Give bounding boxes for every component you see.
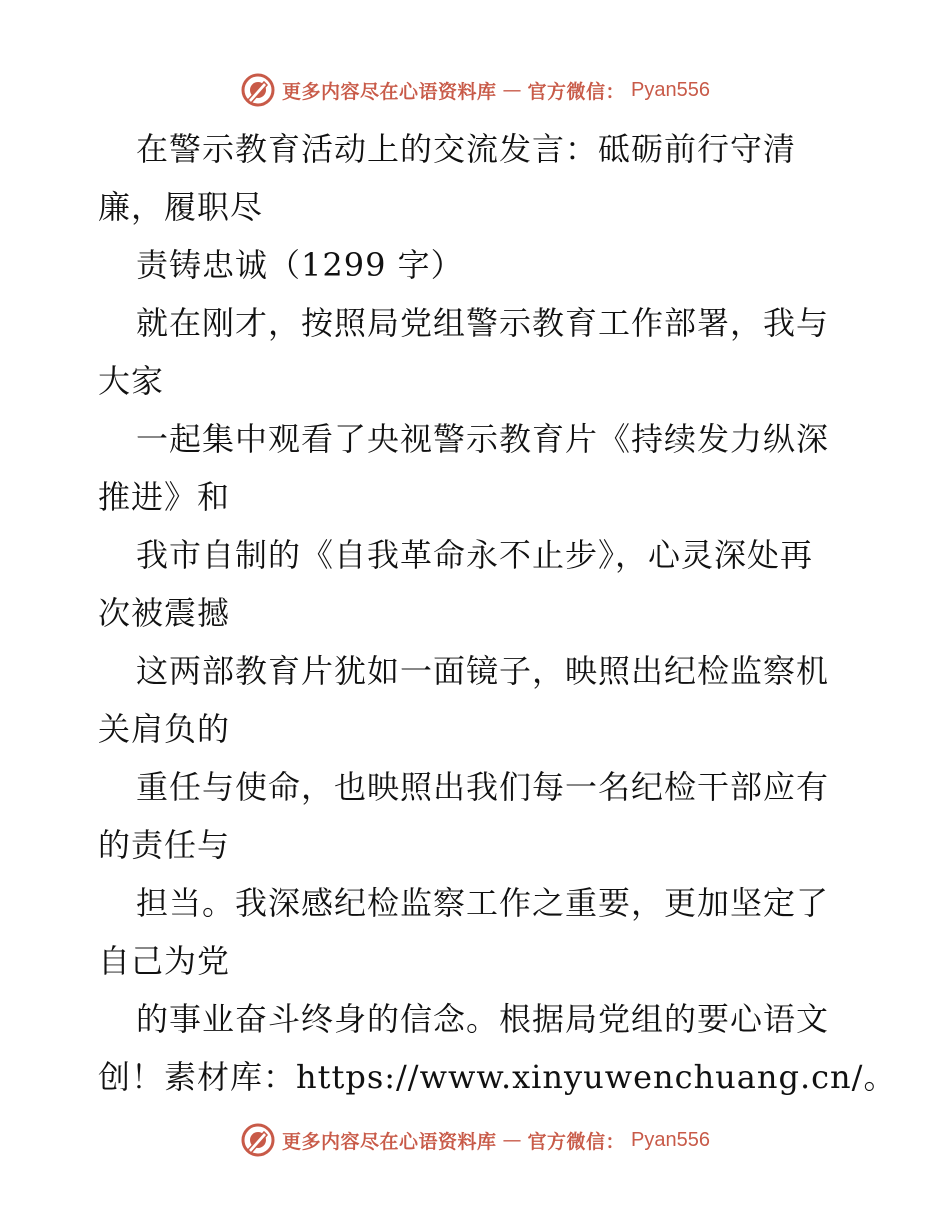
watermark-account-label: 官方微信： xyxy=(527,80,626,103)
title-line-1: 在警示教育活动上的交流发言：砥砺前行守清 xyxy=(136,130,797,168)
paragraph-line: 就在刚才，按照局党组警示教育工作部署，我与 xyxy=(136,304,830,342)
paragraph-line: 关肩负的 xyxy=(98,710,231,748)
paragraph-line: 自己为党 xyxy=(98,942,231,980)
brand-logo-icon xyxy=(240,1122,276,1158)
paragraph-line: 次被震撼 xyxy=(98,594,231,632)
title-line-2: 廉，履职尽 xyxy=(98,188,264,226)
watermark-text: 更多内容尽在心语资料库 xyxy=(282,1130,497,1153)
paragraph-line: 的事业奋斗终身的信念。根据局党组的要心语文 xyxy=(136,1000,830,1038)
footer-watermark xyxy=(0,1120,950,1160)
paragraph-line-with-link: 创！素材库：https://www.xinyuwenchuang.cn/。 xyxy=(98,1058,897,1096)
title-line-3: 责铸忠诚（1299 字） xyxy=(136,246,464,284)
paragraph-line: 的责任与 xyxy=(98,826,231,864)
brand-logo-icon xyxy=(240,72,276,108)
watermark-text: 更多内容尽在心语资料库 xyxy=(282,80,497,103)
paragraph-line: 重任与使命，也映照出我们每一名纪检干部应有 xyxy=(136,768,830,806)
paragraph-line: 推进》和 xyxy=(98,478,231,516)
watermark-account-handle: Pyan556 xyxy=(631,1128,710,1151)
document-body xyxy=(98,120,897,1106)
paragraph-line: 一起集中观看了央视警示教育片《持续发力纵深 xyxy=(136,420,830,458)
watermark-separator: — xyxy=(502,79,522,101)
watermark-account-handle: Pyan556 xyxy=(631,78,710,101)
paragraph-line: 我市自制的《自我革命永不止步》，心灵深处再 xyxy=(136,536,814,574)
watermark-account-label: 官方微信： xyxy=(527,1130,626,1153)
paragraph-line: 担当。我深感纪检监察工作之重要，更加坚定了 xyxy=(136,884,830,922)
header-watermark xyxy=(0,70,950,110)
watermark-separator: — xyxy=(502,1129,522,1151)
paragraph-line: 这两部教育片犹如一面镜子，映照出纪检监察机 xyxy=(136,652,830,690)
paragraph-line: 大家 xyxy=(98,362,165,400)
